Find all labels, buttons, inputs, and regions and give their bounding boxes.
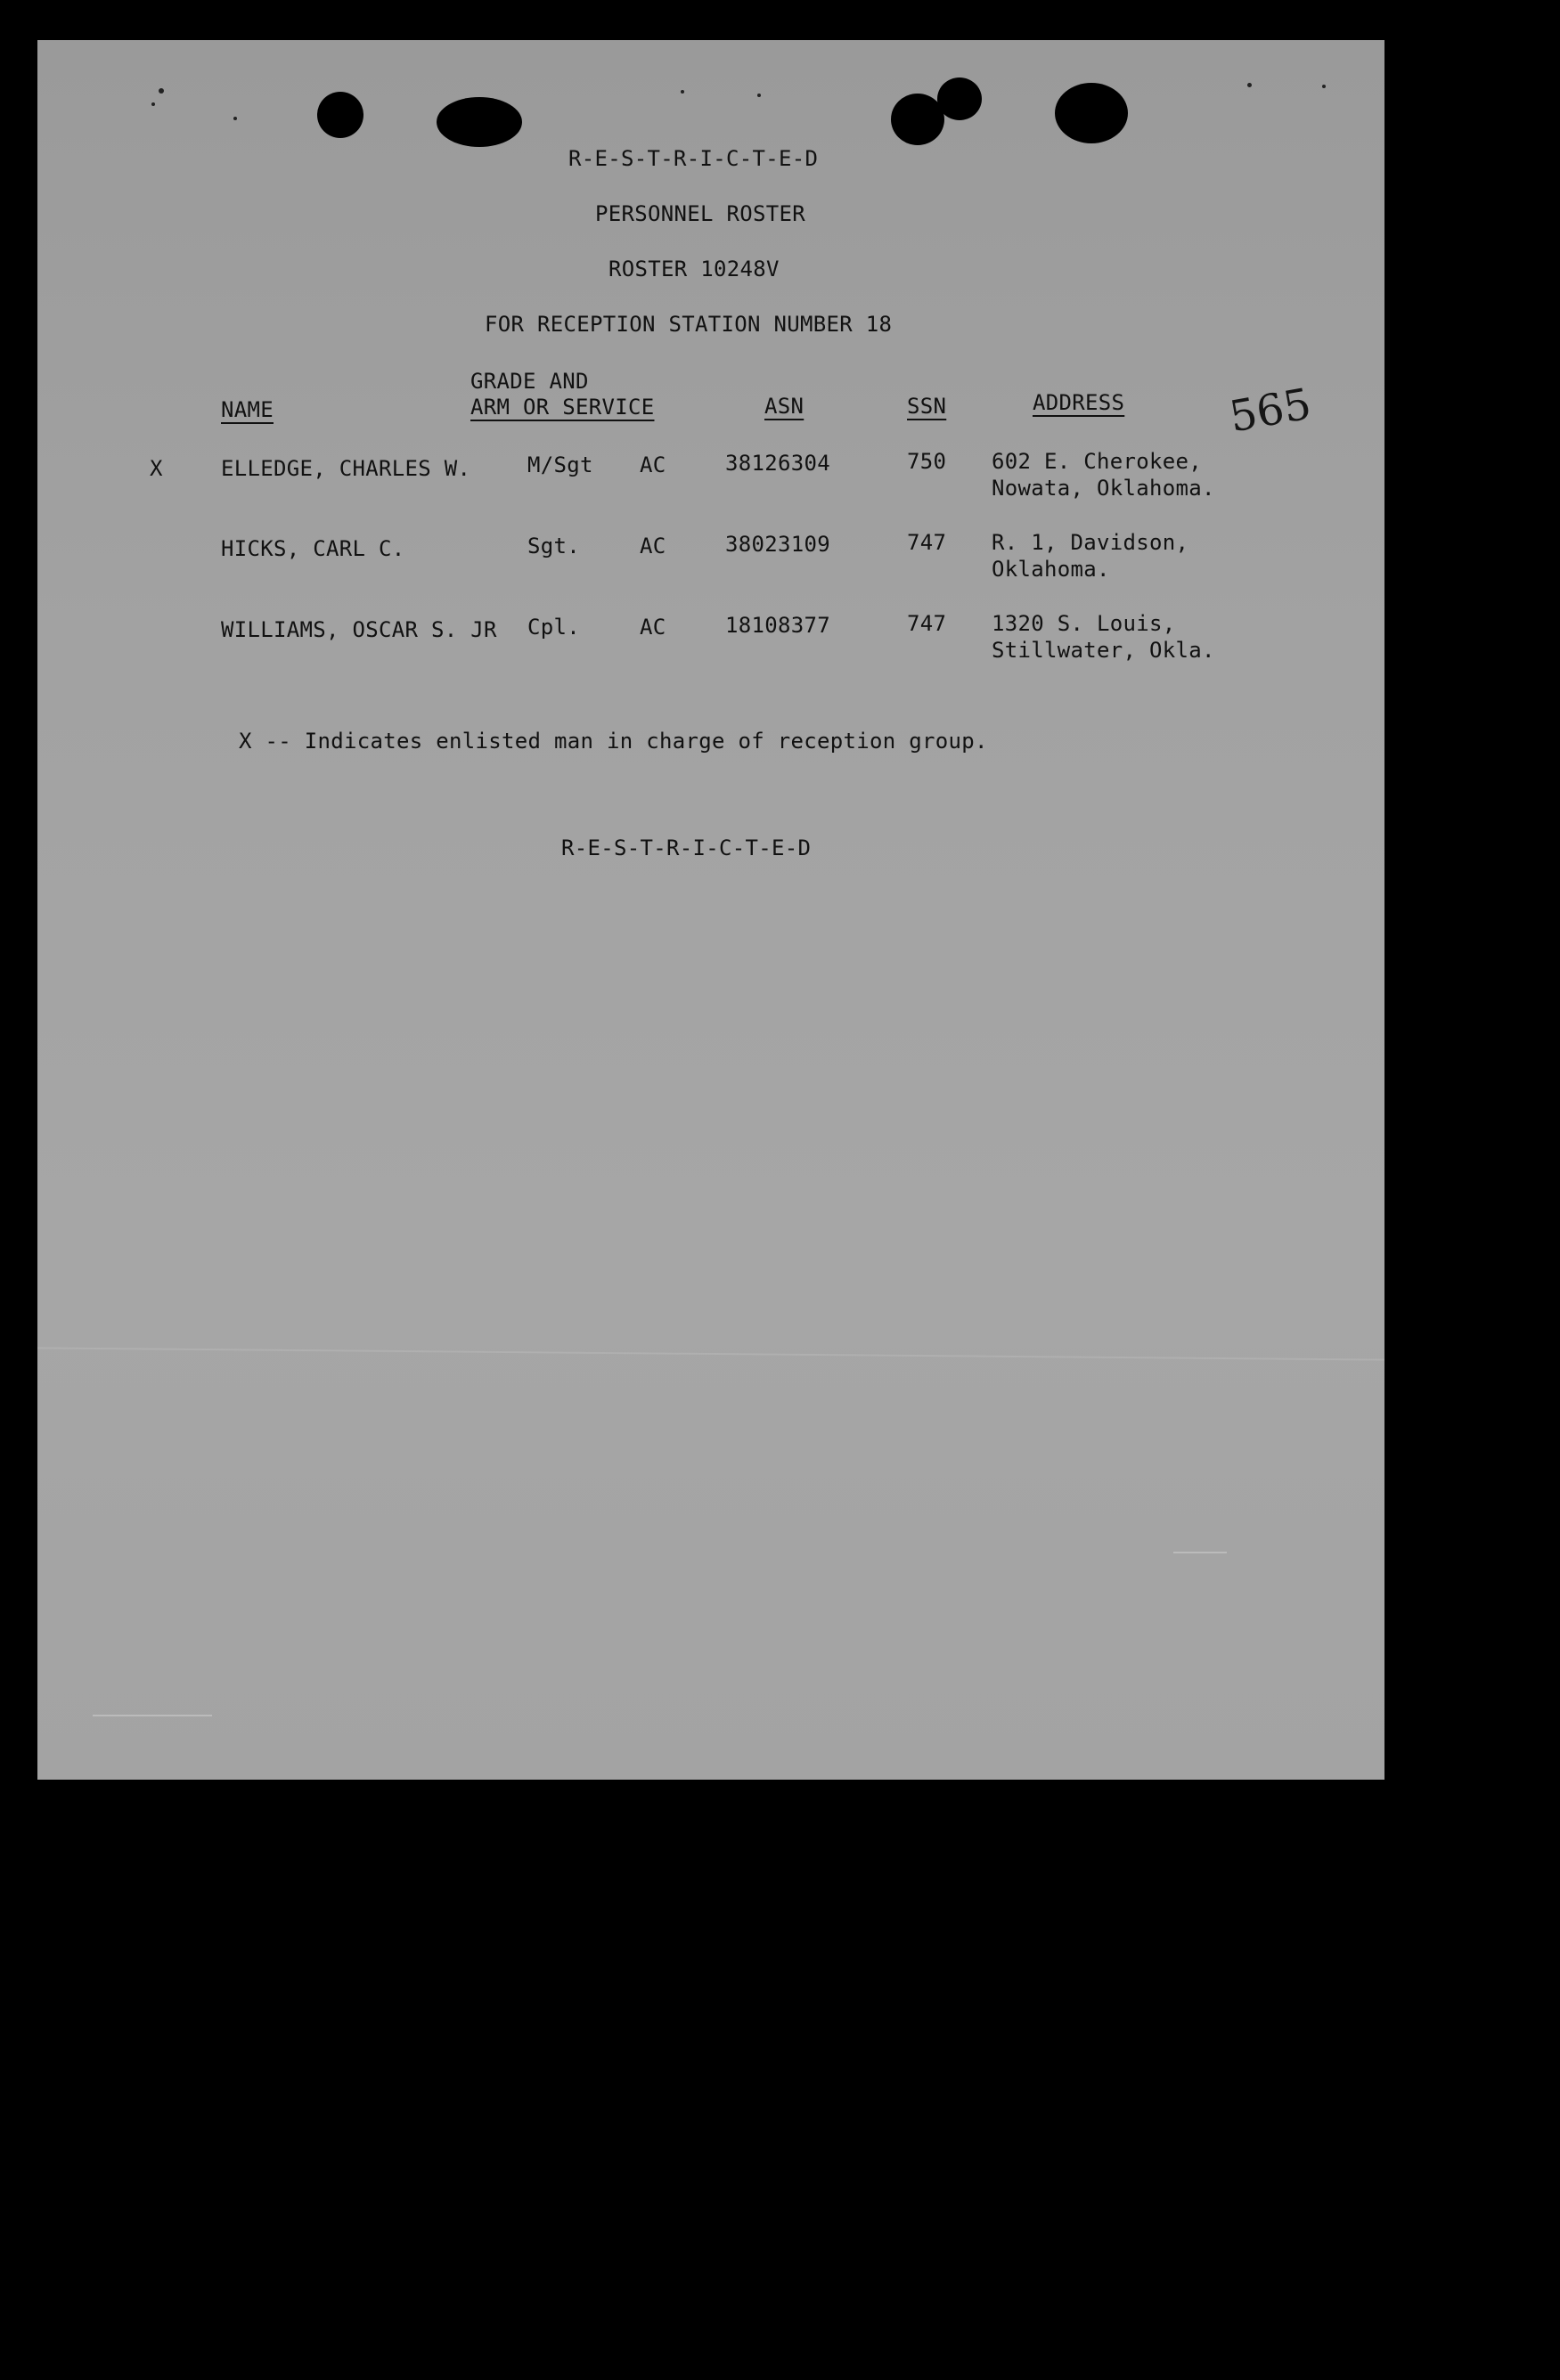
- punch-hole: [317, 92, 363, 138]
- document-page: [37, 40, 1384, 1780]
- paper-mark: [1173, 1552, 1227, 1553]
- punch-hole: [891, 94, 944, 145]
- speck: [1247, 83, 1252, 87]
- roster-number: ROSTER 10248V: [608, 257, 780, 281]
- punch-hole: [1055, 83, 1128, 143]
- speck: [1322, 85, 1326, 88]
- speck: [757, 94, 761, 97]
- row-name: HICKS, CARL C.: [221, 536, 405, 561]
- row-address-line2: Nowata, Oklahoma.: [992, 476, 1215, 501]
- row-address-line1: 1320 S. Louis,: [992, 611, 1176, 636]
- row-address-line2: Oklahoma.: [992, 557, 1110, 582]
- row-grade: M/Sgt: [527, 452, 593, 477]
- row-arm: AC: [640, 452, 666, 477]
- speck: [151, 102, 155, 106]
- row-name: ELLEDGE, CHARLES W.: [221, 456, 471, 481]
- column-header-ssn: SSN: [907, 394, 947, 419]
- column-header-asn: ASN: [764, 394, 805, 419]
- punch-hole: [437, 97, 522, 147]
- row-ssn: 750: [907, 449, 947, 474]
- speck: [233, 117, 237, 120]
- punch-hole: [937, 77, 982, 120]
- row-ssn: 747: [907, 611, 947, 636]
- row-asn: 38023109: [725, 532, 830, 557]
- footnote: X -- Indicates enlisted man in charge of reception group.: [239, 729, 988, 754]
- row-asn: 18108377: [725, 613, 830, 638]
- row-address-line1: R. 1, Davidson,: [992, 530, 1189, 555]
- document-title: PERSONNEL ROSTER: [595, 201, 805, 226]
- column-header-address: ADDRESS: [1033, 390, 1125, 415]
- speck: [159, 88, 164, 94]
- row-grade: Cpl.: [527, 615, 580, 640]
- restricted-footer: R-E-S-T-R-I-C-T-E-D: [561, 835, 812, 860]
- row-address-line2: Stillwater, Okla.: [992, 638, 1215, 663]
- row-arm: AC: [640, 534, 666, 558]
- column-header-grade-line1: GRADE AND: [470, 369, 589, 394]
- paper-mark: [93, 1715, 212, 1716]
- row-grade: Sgt.: [527, 534, 580, 558]
- row-ssn: 747: [907, 530, 947, 555]
- column-header-grade-line2: ARM OR SERVICE: [470, 395, 655, 420]
- row-address-line1: 602 E. Cherokee,: [992, 449, 1202, 474]
- speck: [681, 90, 684, 94]
- reception-station: FOR RECEPTION STATION NUMBER 18: [485, 312, 893, 337]
- page-crease: [37, 1347, 1384, 1360]
- column-header-name: NAME: [221, 397, 274, 422]
- row-name: WILLIAMS, OSCAR S. JR: [221, 617, 497, 642]
- row-asn: 38126304: [725, 451, 830, 476]
- row-arm: AC: [640, 615, 666, 640]
- page-number-stamp: 565: [1225, 379, 1315, 443]
- restricted-header: R-E-S-T-R-I-C-T-E-D: [568, 146, 819, 171]
- row-mark: X: [150, 456, 163, 481]
